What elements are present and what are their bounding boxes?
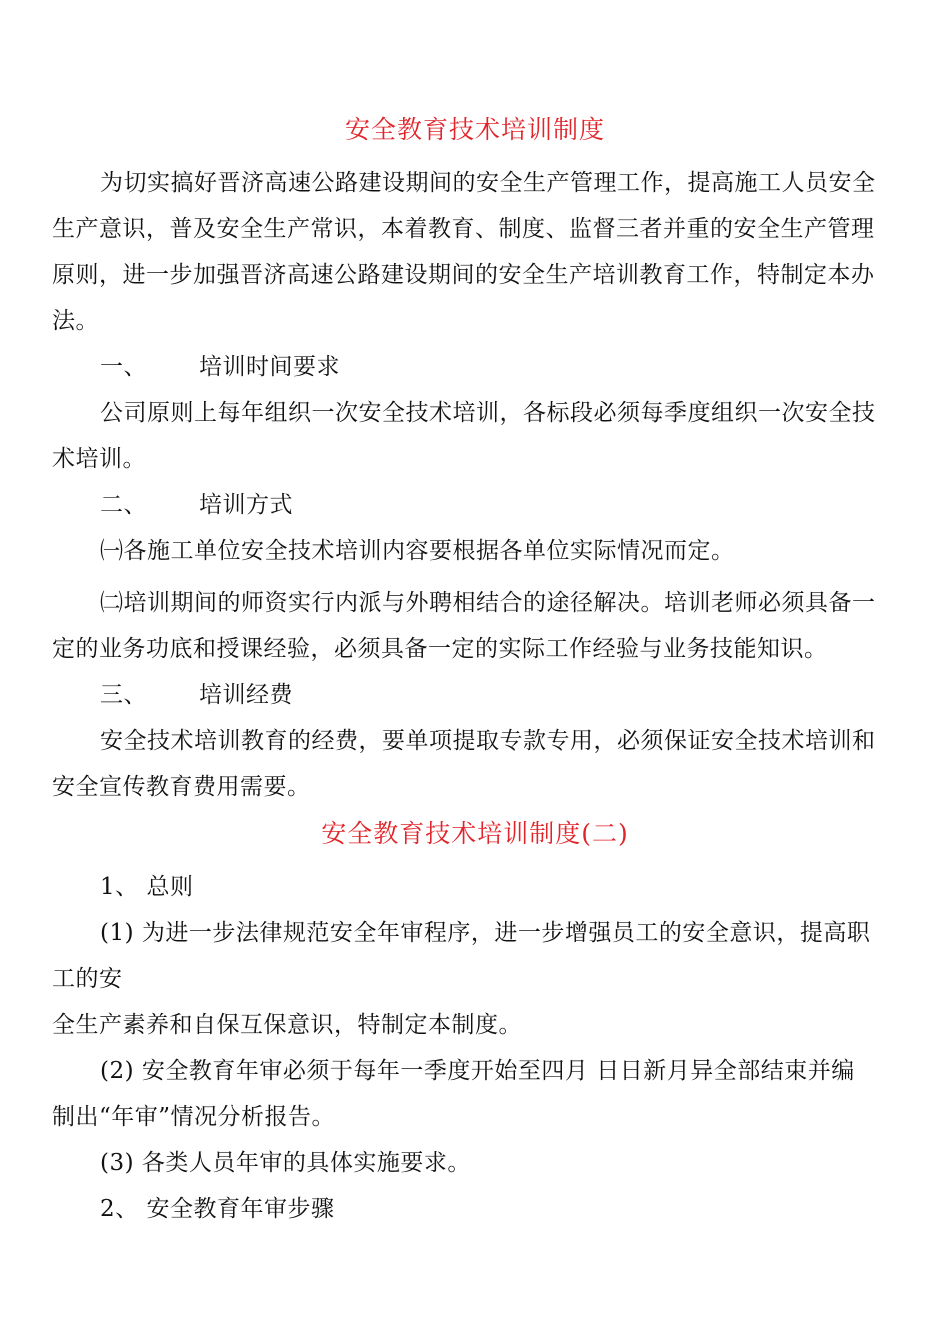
- paragraph-line: (1) 为进一步法律规范安全年审程序，进一步增强员工的安全意识，提高职: [100, 920, 871, 946]
- section-heading: [100, 680, 950, 710]
- paragraph-line: 工的安: [52, 966, 123, 992]
- paragraph-line: (2) 安全教育年审必须于每年一季度开始至四月 日日新月异全部结束并编: [100, 1058, 855, 1084]
- paragraph-line: ㈡培训期间的师资实行内派与外聘相结合的途径解决。培训老师必须具备一: [100, 590, 876, 616]
- subsection-heading: 2、 安全教育年审步骤: [100, 1196, 335, 1222]
- section-number: 一、: [100, 354, 147, 380]
- subsection-heading: 1、 总则: [100, 874, 194, 900]
- paragraph-line: 公司原则上每年组织一次安全技术培训，各标段必须每季度组织一次安全技: [100, 400, 876, 426]
- paragraph-line: 为切实搞好晋济高速公路建设期间的安全生产管理工作，提高施工人员安全: [100, 170, 876, 196]
- paragraph-line: 生产意识，普及安全生产常识，本着教育、制度、监督三者并重的安全生产管理: [52, 216, 875, 242]
- section-title: 培训经费: [199, 682, 293, 708]
- paragraph-line: 安全宣传教育费用需要。: [52, 774, 311, 800]
- paragraph-line: 定的业务功底和授课经验，必须具备一定的实际工作经验与业务技能知识。: [52, 636, 828, 662]
- doc-title: 安全教育技术培训制度: [344, 115, 605, 144]
- paragraph-line: (3) 各类人员年审的具体实施要求。: [100, 1150, 471, 1176]
- paragraph-line: 全生产素养和自保互保意识，特制定本制度。: [52, 1012, 522, 1038]
- doc-title-2: 安全教育技术培训制度(二): [321, 819, 629, 848]
- paragraph-line: ㈠各施工单位安全技术培训内容要根据各单位实际情况而定。: [100, 538, 735, 564]
- section-title: 培训方式: [199, 492, 293, 518]
- paragraph-line: 安全技术培训教育的经费，要单项提取专款专用，必须保证安全技术培训和: [100, 728, 876, 754]
- section-number: 二、: [100, 492, 147, 518]
- paragraph-line: 原则，进一步加强晋济高速公路建设期间的安全生产培训教育工作，特制定本办: [52, 262, 875, 288]
- paragraph-line: 制出“年审”情况分析报告。: [52, 1104, 336, 1130]
- paragraph-line: 术培训。: [52, 446, 146, 472]
- section-number: 三、: [100, 682, 147, 708]
- paragraph-line: 法。: [52, 308, 99, 334]
- section-heading: [100, 352, 950, 382]
- section-heading: [100, 490, 950, 520]
- section-title: 培训时间要求: [199, 354, 340, 380]
